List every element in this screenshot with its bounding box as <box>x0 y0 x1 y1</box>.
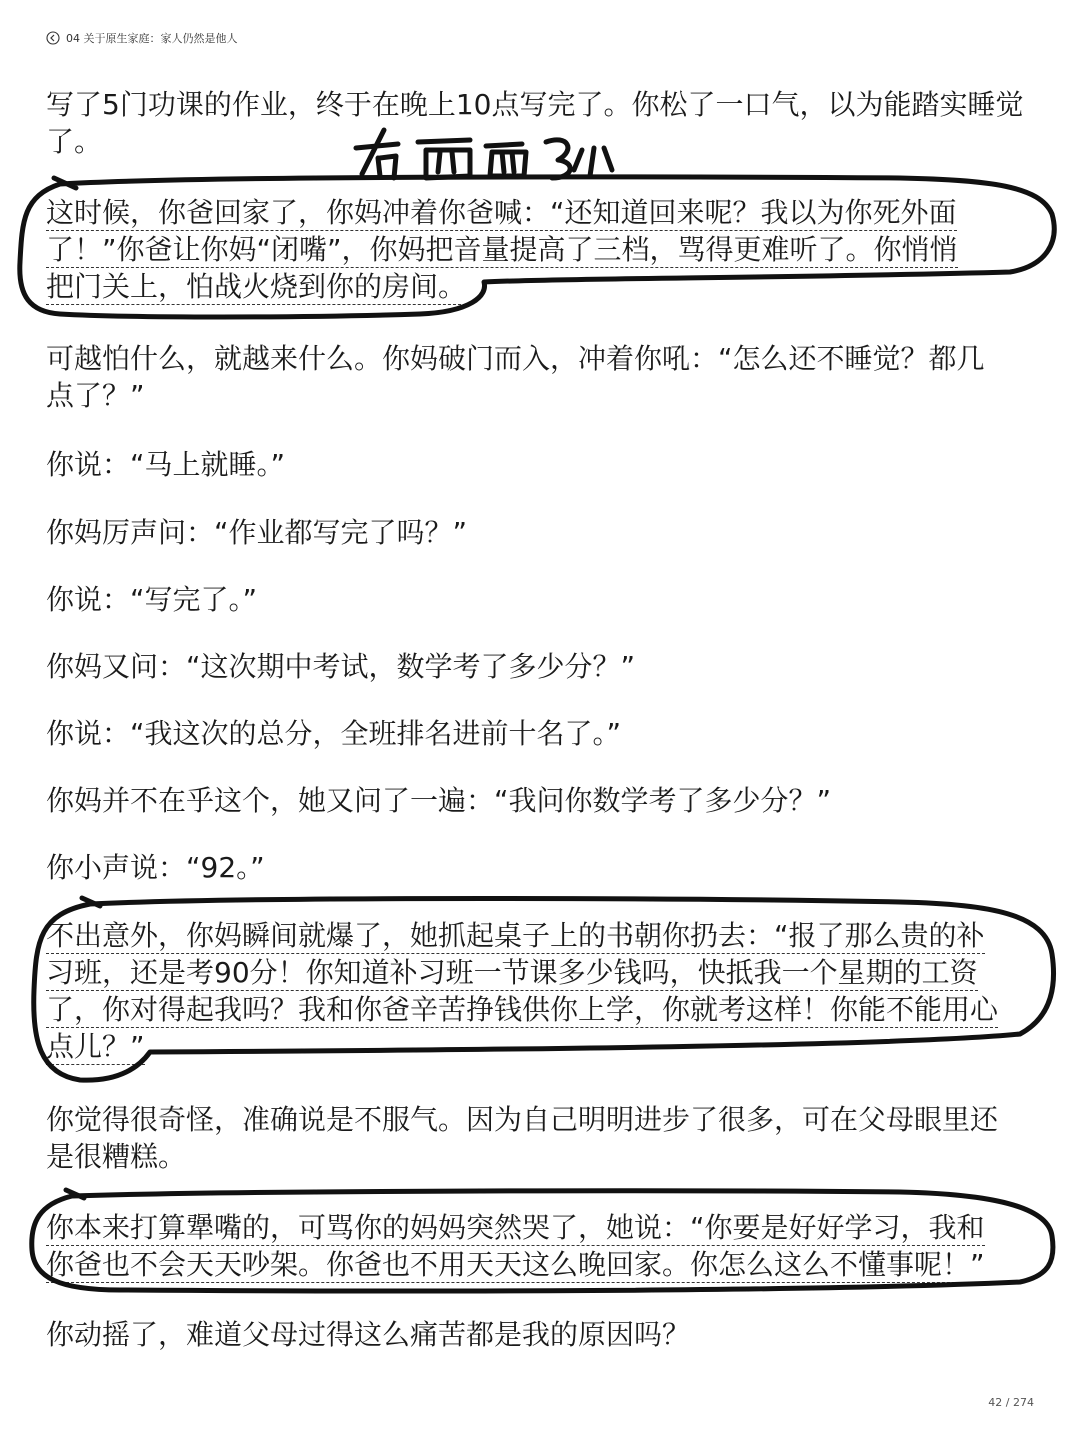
reader-header <box>46 28 238 48</box>
paragraph-2-highlighted <box>46 194 1036 305</box>
paragraph-9 <box>46 782 1036 819</box>
paragraph-6 <box>46 581 1036 618</box>
underlined-text: 习班，还是考90分！你知道补习班一节课多少钱吗，快抵我一个星期的工资 <box>46 956 978 989</box>
paragraph-13-highlighted <box>46 1209 1036 1283</box>
text-line: 点了？” <box>46 379 145 412</box>
paragraph-14 <box>46 1316 1036 1353</box>
text-line: 你妈又问：“这次期中考试，数学考了多少分？” <box>46 650 636 683</box>
paragraph-3 <box>46 340 1036 414</box>
back-arrow-circle-icon[interactable] <box>46 31 60 45</box>
text-line: 可越怕什么，就越来什么。你妈破门而入，冲着你吼：“怎么还不睡觉？都几 <box>46 342 985 375</box>
paragraph-4 <box>46 446 1036 483</box>
page-number: 42 / 274 <box>988 1396 1034 1409</box>
underlined-text: 不出意外，你妈瞬间就爆了，她抓起桌子上的书朝你扔去：“报了那么贵的补 <box>46 919 985 952</box>
paragraph-8 <box>46 715 1036 752</box>
underlined-text: 了！”你爸让你妈“闭嘴”，你妈把音量提高了三档，骂得更难听了。你悄悄 <box>46 233 958 266</box>
text-line: 你说：“我这次的总分，全班排名进前十名了。” <box>46 717 622 750</box>
underlined-text: 你爸也不会天天吵架。你爸也不用天天这么晚回家。你怎么这么不懂事呢！” <box>46 1248 985 1281</box>
paragraph-1 <box>46 86 1036 160</box>
text-line: 你说：“马上就睡。” <box>46 448 286 481</box>
chapter-title: 04 关于原生家庭：家人仍然是他人 <box>66 32 238 45</box>
paragraph-7 <box>46 648 1036 685</box>
underlined-text: 把门关上，怕战火烧到你的房间。 <box>46 270 467 303</box>
underlined-text: 点儿？” <box>46 1030 145 1063</box>
text-line: 你小声说：“92。” <box>46 851 265 884</box>
text-line: 你妈厉声问：“作业都写完了吗？” <box>46 516 468 549</box>
paragraph-10 <box>46 849 1036 886</box>
text-line: 你觉得很奇怪，准确说是不服气。因为自己明明进步了很多，可在父母眼里还 <box>46 1103 999 1136</box>
paragraph-11-highlighted <box>46 917 1036 1065</box>
underlined-text: 你本来打算犟嘴的，可骂你的妈妈突然哭了，她说：“你要是好好学习，我和 <box>46 1211 985 1244</box>
paragraph-12 <box>46 1101 1036 1175</box>
paragraph-5 <box>46 514 1036 551</box>
text-line: 是很糟糕。 <box>46 1140 187 1173</box>
text-line: 你动摇了，难道父母过得这么痛苦都是我的原因吗？ <box>46 1318 691 1351</box>
underlined-text: 了，你对得起我吗？我和你爸辛苦挣钱供你上学，你就考这样！你能不能用心 <box>46 993 999 1026</box>
text-line: 你妈并不在乎这个，她又问了一遍：“我问你数学考了多少分？” <box>46 784 832 817</box>
text-line: 写了5门功课的作业，终于在晚上10点写完了。你松了一口气，以为能踏实睡觉 <box>46 88 1024 121</box>
underlined-text: 这时候，你爸回家了，你妈冲着你爸喊：“还知道回来呢？我以为你死外面 <box>46 196 957 229</box>
text-line: 了。 <box>46 125 103 158</box>
text-line: 你说：“写完了。” <box>46 583 258 616</box>
